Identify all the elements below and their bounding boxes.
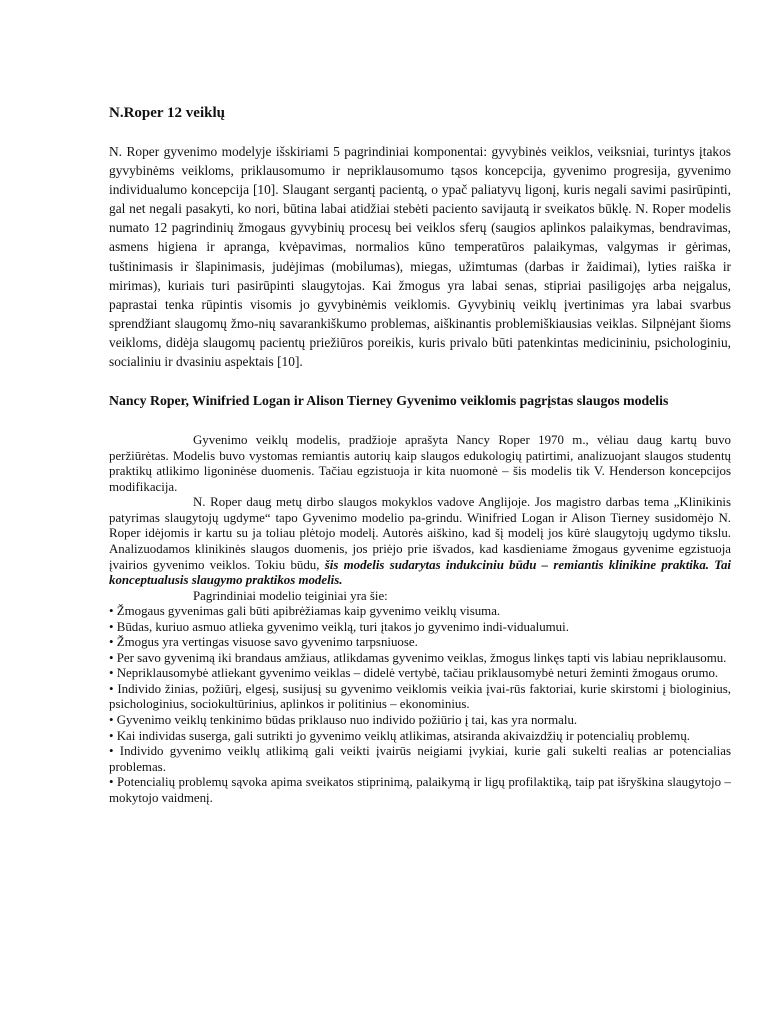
- paragraph-statements-intro: Pagrindiniai modelio teiginiai yra šie:: [193, 588, 388, 603]
- bullet-item: • Kai individas suserga, gali sutrikti jo gyvenimo veiklų atlikimas, atsiranda akivaizdžių ir potencialių problemų.: [109, 728, 691, 743]
- emphasized-conclusion: šis modelis sudarytas indukciniu būdu – remiantis klinikine praktika. Tai konceptualusis slaugymo praktikos modelis.: [109, 557, 731, 588]
- bullet-item: • Žmogaus gyvenimas gali būti apibrėžiamas kaip gyvenimo veiklų visuma.: [109, 604, 501, 619]
- bullet-item: • Būdas, kuriuo asmuo atlieka gyvenimo veiklą, turi įtakos jo gyvenimo indi-vidualumui.: [109, 619, 569, 634]
- paragraph-roper-background-text: N. Roper daug metų dirbo slaugos mokyklos vadove Anglijoje. Jos magistro darbas tema „Klinikinis patyrimas slaugytojų ugdyme“ tapo Gyvenimo modelio pa-grindu. Winifried Logan ir Alison Tierney susidomėjo N. Roper idėjomis ir kartu su ja toliau plėtojo modelį. Autorės aiškino, kad šį modelį jos kūrė slaugytojų ugdymo tikslu. Analizuodamos klinikinės slaugos duomenis, jos priėjo prie išvados, kad kasdieniame žmogaus gyvenime egzistuoja įvairios gyvenimo veiklos. Tokiu būdu,: [109, 495, 731, 572]
- section-heading-model: Nancy Roper, Winifried Logan ir Alison Tierney Gyvenimo veiklomis pagrįstas slaugos modelis: [109, 393, 669, 409]
- bullet-item: • Žmogus yra vertingas visuose savo gyvenimo tarpsniuose.: [109, 635, 418, 650]
- bullet-item: • Individo žinias, požiūrį, elgesį, susijusį su gyvenimo veiklomis veikia įvai-rūs faktoriai, kurie skirstomi į biologinius, psichologinius, sociokultūrinius, aplinkos ir politinius – ekonominius.: [109, 681, 731, 712]
- bullet-item: • Nepriklausomybė atliekant gyvenimo veiklas – didelė vertybė, tačiau priklausomybė neturi žeminti žmogaus orumo.: [109, 666, 719, 681]
- section-heading-roper-12: N.Roper 12 veiklų: [109, 105, 225, 121]
- bullet-item: • Gyvenimo veiklų tenkinimo būdas priklauso nuo individo požiūrio į tai, kas yra normalu.: [109, 712, 578, 727]
- paragraph-model-history: Gyvenimo veiklų modelis, pradžioje aprašyta Nancy Roper 1970 m., vėliau daug kartų buvo peržiūrėtas. Modelis buvo vystomas remiantis autorių kaip slaugos edukologių patirtimi, analizuojant slaugos studentų praktikų atlikimo ligoninėse duomenis. Tačiau egzistuoja ir kita nuomonė – šis modelis tik V. Henderson koncepcijos modifikacija.: [109, 433, 731, 494]
- intro-paragraph: N. Roper gyvenimo modelyje išskiriami 5 pagrindiniai komponentai: gyvybinės veiklos, veiksniai, turintys įtakos gyvybinėms veikloms, priklausomumo ir nepriklausomumo tąsos koncepcija, gyvenimo progresija, gyvenimo individualumo koncepcija [10]. Slaugant sergantį pacientą, o ypač paliatyvų ligonį, kuris negali savimi pasirūpinti, gal net negali pasakyti, ko nori, būtina labai atidžiai stebėti paciento savijautą ir sveikatos būklę. N. Roper modelis numato 12 pagrindinių žmogaus gyvybinių procesų bei veiklos sferų (saugios aplinkos palaikymas, bendravimas, asmens higiena ir apranga, kvėpavimas, normalios kūno temperatūros palaikymas, valgymas ir gėrimas, tuštinimasis ir šlapinimasis, judėjimas (mobilumas), miegas, užimtumas (darbas ir žaidimai), lyties raiška ir mirimas), kuriais turi pasirūpinti slaugytojas. Kai žmogus yra labai senas, stipriai pasiligojęs arba neįgalus, paprastai tenka rūpintis visomis jo gyvybinėmis veiklomis. Gyvybinių veiklų įvertinimas yra labai svarbus sprendžiant slaugomų žmo-nių savarankiškumo problemas, aiškinantis problemiškiausias veiklas. Silpnėjant šioms veikloms, didėja slaugomų pacientų priežiūros poreikis, kuris privalo būti patenkintas medicininiu, psichologiniu, socialiniu ir dvasiniu aspektais [10].: [109, 144, 731, 370]
- document-content: [109, 104, 731, 806]
- bullet-item: • Potencialių problemų sąvoka apima sveikatos stiprinimą, palaikymą ir ligų profilaktiką, taip pat išryškina slaugytojo – mokytojo vaidmenį.: [109, 775, 731, 805]
- paragraph-roper-background: [109, 495, 731, 588]
- bullet-item: • Per savo gyvenimą iki brandaus amžiaus, atlikdamas gyvenimo veiklas, žmogus linkęs tapti vis labiau nepriklausomu.: [109, 650, 727, 665]
- bullet-item: • Individo gyvenimo veiklų atlikimą gali veikti įvairūs neigiami įvykiai, kurie gali sukelti realias ar potencialias problemas.: [109, 744, 731, 774]
- model-section-body: [109, 433, 731, 806]
